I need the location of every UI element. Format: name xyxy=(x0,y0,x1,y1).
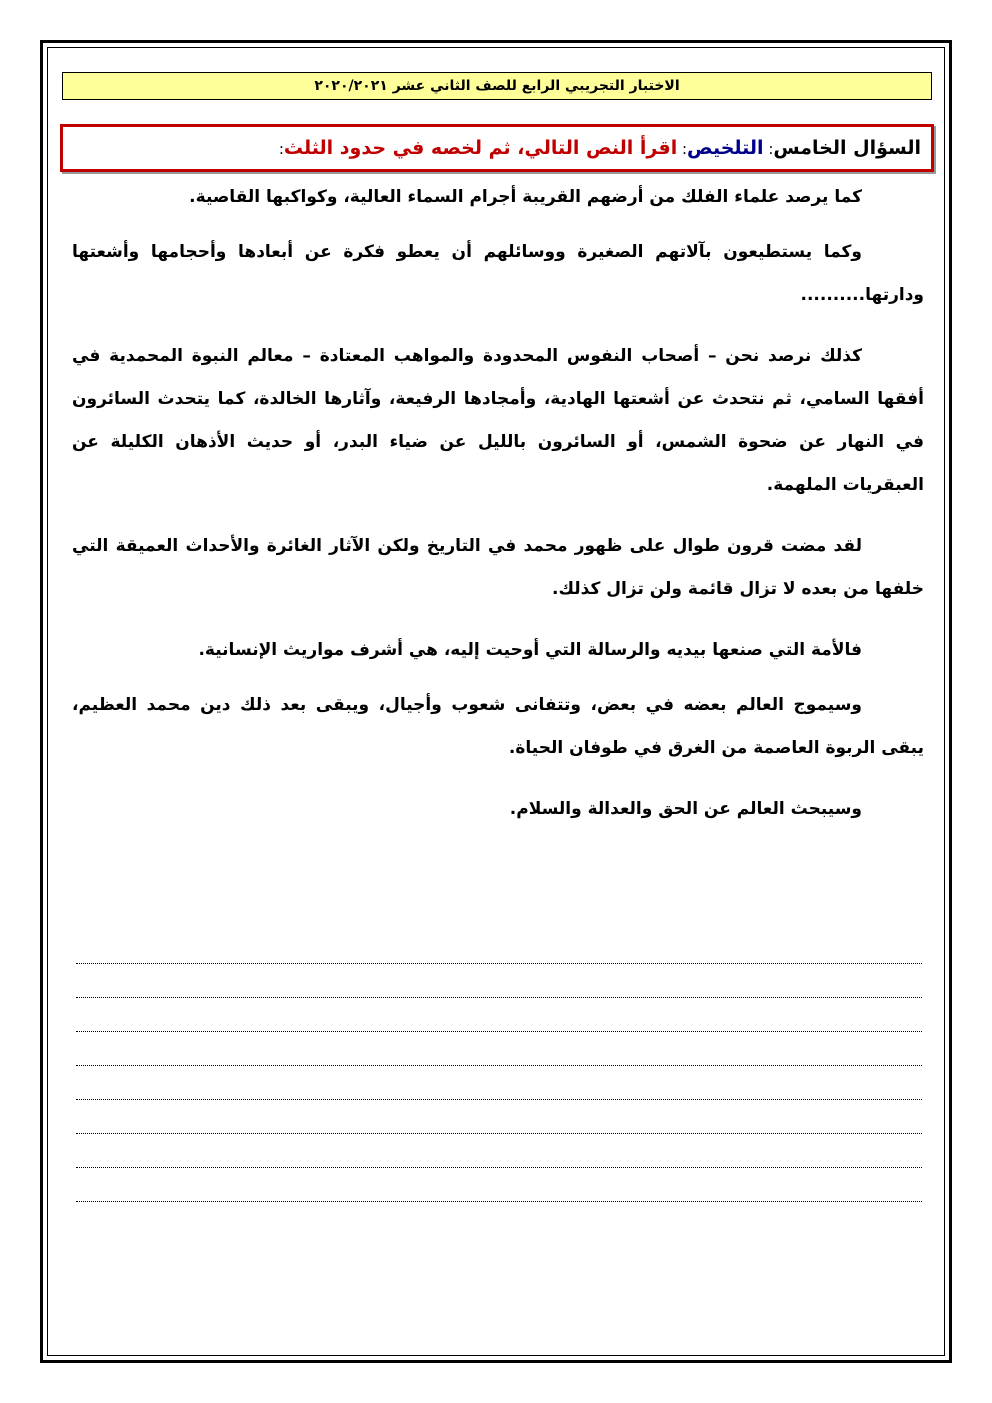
answer-area[interactable] xyxy=(76,930,922,1202)
answer-line[interactable] xyxy=(76,1100,922,1134)
passage-paragraph: لقد مضت قرون طوال على ظهور محمد في التاريخ ولكن الآثار الغائرة والأحداث العميقة التي خلفها من بعده لا تزال قائمة ولن تزال كذلك. xyxy=(72,536,924,599)
passage-paragraph: وسيبحث العالم عن الحق والعدالة والسلام. xyxy=(509,799,862,819)
question-instruction: اقرأ النص التالي، ثم لخصه في حدود الثلث xyxy=(283,137,678,159)
question-separator: : xyxy=(763,140,774,158)
exam-title: الاختبار التجريبي الرابع للصف الثاني عشر ٢٠٢٠/٢٠٢١ xyxy=(314,78,680,94)
answer-line[interactable] xyxy=(76,1134,922,1168)
reading-passage xyxy=(72,176,924,849)
answer-line[interactable] xyxy=(76,1168,922,1202)
passage-paragraph: فالأمة التي صنعها بيديه والرسالة التي أوحيت إليه، هي أشرف مواريث الإنسانية. xyxy=(198,640,862,660)
answer-line[interactable] xyxy=(76,930,922,964)
answer-line[interactable] xyxy=(76,1032,922,1066)
answer-line[interactable] xyxy=(76,998,922,1032)
exam-header xyxy=(62,72,932,100)
question-separator: : xyxy=(677,140,688,158)
question-heading-box xyxy=(60,124,934,172)
question-number: السؤال الخامس xyxy=(773,137,921,159)
answer-line[interactable] xyxy=(76,964,922,998)
passage-paragraph: كما يرصد علماء الفلك من أرضهم القريبة أجرام السماء العالية، وكواكبها القاصية. xyxy=(189,187,862,207)
passage-paragraph: كذلك نرصد نحن – أصحاب النفوس المحدودة والمواهب المعتادة – معالم النبوة المحمدية في أفقها السامي، ثم نتحدث عن أشعتها الهادية، وأمجادها الرفيعة، وآثارها الخالدة، كما يتحدث السائرون في النهار عن ضحوة الشمس، أو السائرون بالليل عن ضياء البدر، أو حديث الأذهان الكليلة عن العبقريات الملهمة. xyxy=(72,346,924,495)
question-separator: : xyxy=(278,140,284,158)
passage-paragraph: وسيموج العالم بعضه في بعض، وتتفانى شعوب وأجيال، ويبقى بعد ذلك دين محمد العظيم، يبقى الربوة العاصمة من الغرق في طوفان الحياة. xyxy=(72,695,924,758)
passage-paragraph: وكما يستطيعون بآلاتهم الصغيرة ووسائلهم أن يعطو فكرة عن أبعادها وأحجامها وأشعتها ودارتها.......... xyxy=(72,242,924,305)
question-topic: التلخيص xyxy=(687,137,764,159)
answer-line[interactable] xyxy=(76,1066,922,1100)
